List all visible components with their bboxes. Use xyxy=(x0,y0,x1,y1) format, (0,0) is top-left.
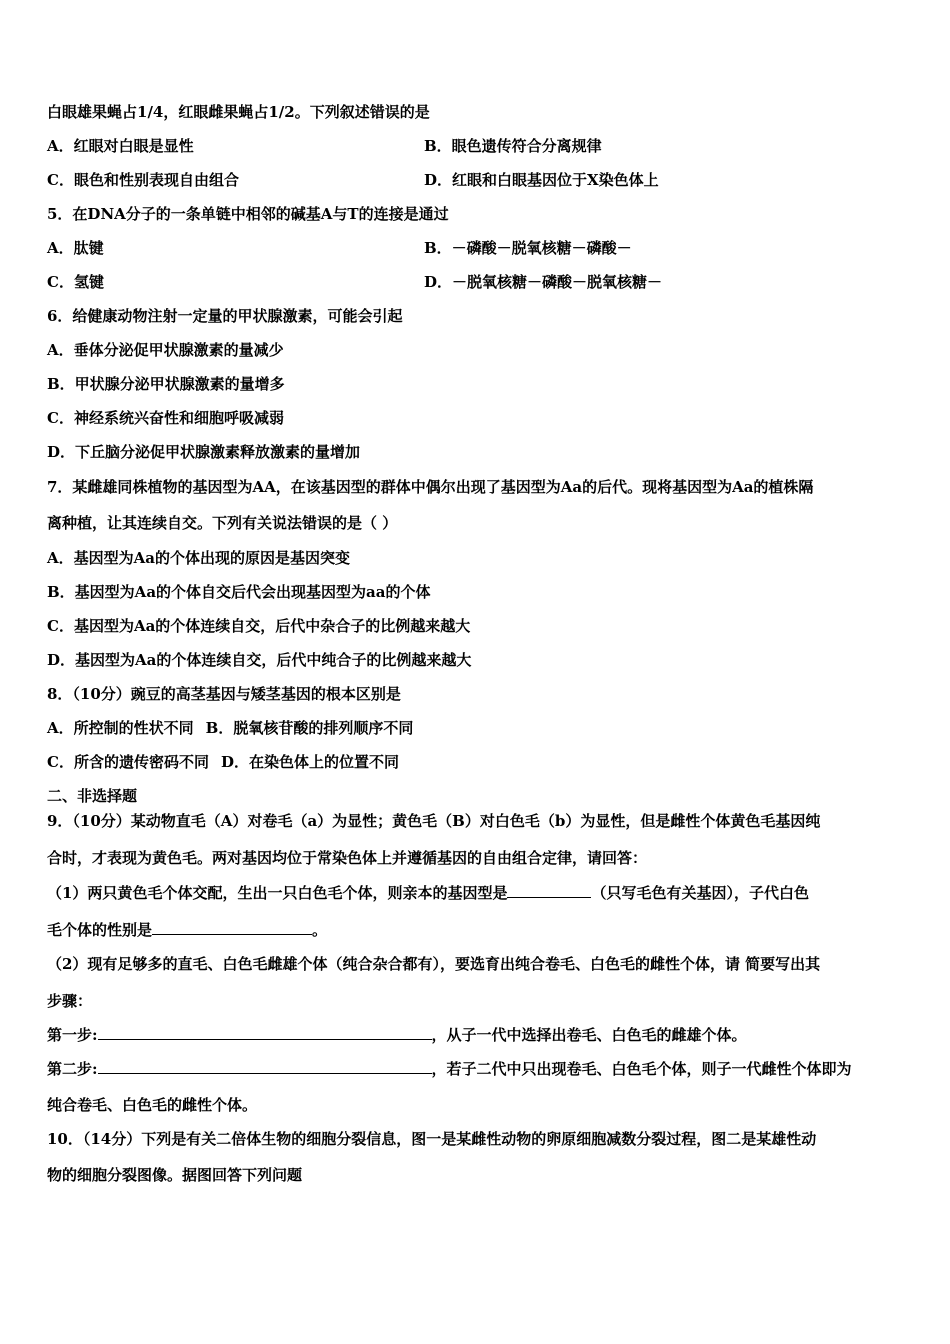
question-6-option-c: C．神经系统兴奋性和细胞呼吸减弱 xyxy=(47,409,284,427)
question-6-stem: 6．给健康动物注射一定量的甲状腺激素，可能会引起 xyxy=(47,307,403,325)
answer-blank-step-2[interactable] xyxy=(98,1058,432,1074)
question-4-stem-continued: 白眼雄果蝇占1/4，红眼雌果蝇占1/2。下列叙述错误的是 xyxy=(47,103,430,121)
question-8-option-c: C．所含的遗传密码不同 xyxy=(47,753,209,771)
question-10-stem-line-1: 10．（14分）下列是有关二倍体生物的细胞分裂信息，图一是某雌性动物的卵原细胞减数分裂过程，图二是某雄性动 xyxy=(47,1130,817,1148)
question-7-option-c: C．基因型为Aa的个体连续自交，后代中杂合子的比例越来越大 xyxy=(47,617,471,635)
question-7-option-b: B．基因型为Aa的个体自交后代会出现基因型为aa的个体 xyxy=(47,583,431,601)
question-5-option-b: B．－磷酸－脱氧核糖－磷酸－ xyxy=(424,239,632,257)
question-10-stem-line-2: 物的细胞分裂图像。据图回答下列问题 xyxy=(47,1166,303,1184)
question-8-option-b: B．脱氧核苷酸的排列顺序不同 xyxy=(205,719,414,737)
question-5-stem: 5．在DNA分子的一条单链中相邻的碱基A与T的连接是通过 xyxy=(47,205,449,223)
question-9-stem-line-2: 合时，才表现为黄色毛。两对基因均位于常染色体上并遵循基因的自由组合定律，请回答： xyxy=(47,849,648,867)
question-8-option-d: D．在染色体上的位置不同 xyxy=(220,753,399,771)
question-4-options-row-1 xyxy=(47,136,906,156)
question-5-option-d: D．－脱氧核糖－磷酸－脱氧核糖－ xyxy=(424,273,663,291)
question-4-option-d: D．红眼和白眼基因位于X染色体上 xyxy=(424,171,659,189)
question-9-part-1-line-1: （1）两只黄色毛个体交配，生出一只白色毛个体，则亲本的基因型是 （只写毛色有关基因），子代白色 xyxy=(47,884,809,902)
question-5-option-a: A．肽键 xyxy=(47,239,104,257)
question-7-option-a: A．基因型为Aa的个体出现的原因是基因突变 xyxy=(47,549,350,567)
question-7-stem-line-1: 7．某雌雄同株植物的基因型为AA，在该基因型的群体中偶尔出现了基因型为Aa的后代。现将基因型为Aa的植株隔 xyxy=(47,478,814,496)
question-4-options-row-2 xyxy=(47,170,906,190)
question-8-options-row-2 xyxy=(47,752,906,772)
question-9-part-1-line-2: 毛个体的性别是 。 xyxy=(47,921,328,939)
section-heading-non-choice: 二、非选择题 xyxy=(47,787,138,805)
question-4-option-c: C．眼色和性别表现自由组合 xyxy=(47,171,239,189)
question-8-stem: 8．（10分）豌豆的高茎基因与矮茎基因的根本区别是 xyxy=(47,685,401,703)
answer-blank-parent-genotype[interactable] xyxy=(507,882,591,898)
question-4-option-a: A．红眼对白眼是显性 xyxy=(47,137,194,155)
question-8-option-a: A．所控制的性状不同 xyxy=(47,719,194,737)
question-6-option-a: A．垂体分泌促甲状腺激素的量减少 xyxy=(47,341,284,359)
question-7-stem-line-2: 离种植，让其连续自交。下列有关说法错误的是（ ） xyxy=(47,514,398,532)
answer-blank-offspring-sex[interactable] xyxy=(152,919,312,935)
question-9-step-2-continued: 纯合卷毛、白色毛的雌性个体。 xyxy=(47,1096,258,1114)
question-5-options-row-2 xyxy=(47,272,906,292)
question-7-option-d: D．基因型为Aa的个体连续自交，后代中纯合子的比例越来越大 xyxy=(47,651,472,669)
question-9-part-2-line-2: 步骤： xyxy=(47,992,93,1010)
question-9-step-2: 第二步: ，若子二代中只出现卷毛、白色毛个体，则子一代雌性个体即为 xyxy=(47,1060,852,1078)
question-5-option-c: C．氢键 xyxy=(47,273,104,291)
question-9-step-1: 第一步: ，从子一代中选择出卷毛、白色毛的雌雄个体。 xyxy=(47,1026,747,1044)
question-4-option-b: B．眼色遗传符合分离规律 xyxy=(424,137,602,155)
question-9-part-2-line-1: （2）现有足够多的直毛、白色毛雌雄个体（纯合杂合都有），要选育出纯合卷毛、白色毛的雌性个体，请 简要写出其 xyxy=(47,955,821,973)
question-9-stem-line-1: 9．（10分）某动物直毛（A）对卷毛（a）为显性；黄色毛（B）对白色毛（b）为显性，但是雌性个体黄色毛基因纯 xyxy=(47,812,821,830)
question-6-option-b: B．甲状腺分泌甲状腺激素的量增多 xyxy=(47,375,285,393)
question-6-option-d: D．下丘脑分泌促甲状腺激素释放激素的量增加 xyxy=(47,443,361,461)
answer-blank-step-1[interactable] xyxy=(98,1024,432,1040)
question-5-options-row-1 xyxy=(47,238,906,258)
question-8-options-row-1 xyxy=(47,718,906,738)
